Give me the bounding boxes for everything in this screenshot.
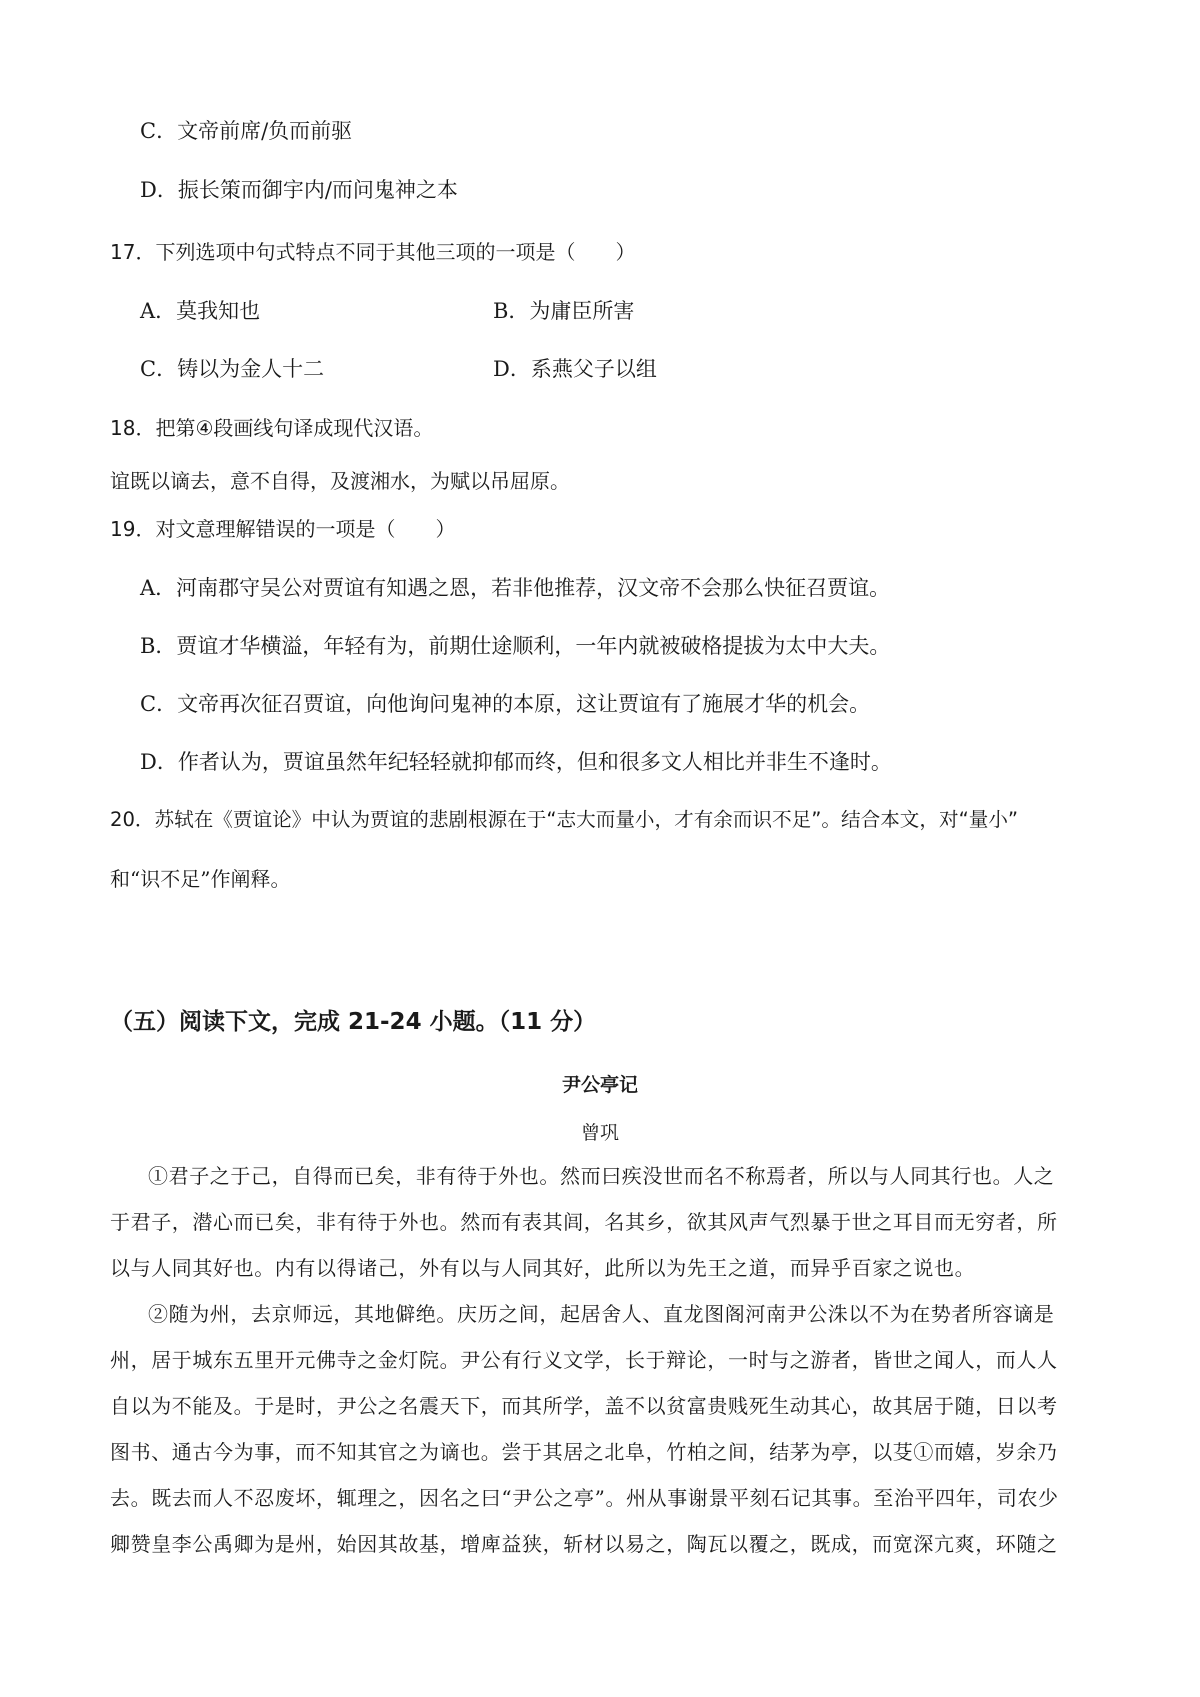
q20-line-2: 和“识不足”作阐释。 [110, 867, 291, 891]
passage-line: 卿赞皇李公禹卿为是州，始因其故基，增庳益狭，斩材以易之，陶瓦以覆之，既成，而宽深亢爽，环随之 [110, 1532, 1058, 1556]
q19-option-b: B．贾谊才华横溢，年轻有为，前期仕途顺利，一年内就被破格提拔为太中大夫。 [140, 634, 891, 658]
q17-option-d: D．系燕父子以组 [493, 357, 657, 381]
q16-option-d: D．振长策而御宇内/而问鬼神之本 [140, 178, 458, 202]
passage-line: ①君子之于己，自得而已矣，非有待于外也。然而曰疾没世而名不称焉者，所以与人同其行也。人之 [148, 1164, 1055, 1188]
q19-stem: 19．对文意理解错误的一项是（ ） [110, 517, 456, 541]
passage-author: 曾巩 [580, 1122, 619, 1144]
q19-option-c: C．文帝再次征召贾谊，向他询问鬼神的本原，这让贾谊有了施展才华的机会。 [140, 692, 871, 716]
passage-line: 图书、通古今为事，而不知其官之为谪也。尝于其居之北阜，竹柏之间，结茅为亭，以芟①而嬉，岁余乃 [110, 1440, 1058, 1464]
passage-line: 自以为不能及。于是时，尹公之名震天下，而其所学，盖不以贫富贵贱死生动其心，故其居于随，日以考 [110, 1394, 1058, 1418]
q17-option-a: A．莫我知也 [140, 299, 261, 323]
q18-stem: 18．把第④段画线句译成现代汉语。 [110, 416, 434, 440]
q17-option-b: B．为庸臣所害 [493, 299, 635, 323]
section-header: （五）阅读下文，完成 21-24 小题。（11 分） [110, 1009, 597, 1035]
passage-line: 去。既去而人不忍废坏，辄理之，因名之曰“尹公之亭”。州从事谢景平刻石记其事。至治平四年，司农少 [110, 1486, 1059, 1510]
q19-option-a: A．河南郡守吴公对贾谊有知遇之恩，若非他推荐，汉文帝不会那么快征召贾谊。 [140, 576, 891, 600]
passage-line: 于君子，潜心而已矣，非有待于外也。然而有表其闾，名其乡，欲其风声气烈暴于世之耳目而无穷者，所 [110, 1210, 1058, 1234]
q16-option-c: C．文帝前席/负而前驱 [140, 119, 353, 143]
passage-line: ②随为州，去京师远，其地僻绝。庆历之间，起居舍人、直龙图阁河南尹公洙以不为在势者所容谪是 [148, 1302, 1055, 1326]
q18-sentence: 谊既以谪去，意不自得，及渡湘水，为赋以吊屈原。 [110, 469, 570, 493]
passage-line: 以与人同其好也。内有以得诸己，外有以与人同其好，此所以为先王之道，而异乎百家之说也。 [110, 1256, 976, 1280]
q17-stem: 17．下列选项中句式特点不同于其他三项的一项是（ ） [110, 240, 636, 264]
passage-line: 州，居于城东五里开元佛寺之金灯院。尹公有行义文学，长于辩论，一时与之游者，皆世之闻人，而人人 [110, 1348, 1058, 1372]
q19-option-d: D．作者认为，贾谊虽然年纪轻轻就抑郁而终，但和很多文人相比并非生不逢时。 [140, 750, 892, 774]
q17-option-c: C．铸以为金人十二 [140, 357, 325, 381]
q20-line-1: 20．苏轼在《贾谊论》中认为贾谊的悲剧根源在于“志大而量小，才有余而识不足”。结合本文，对“量小” [110, 808, 1019, 831]
passage-title: 尹公亭记 [561, 1074, 638, 1096]
